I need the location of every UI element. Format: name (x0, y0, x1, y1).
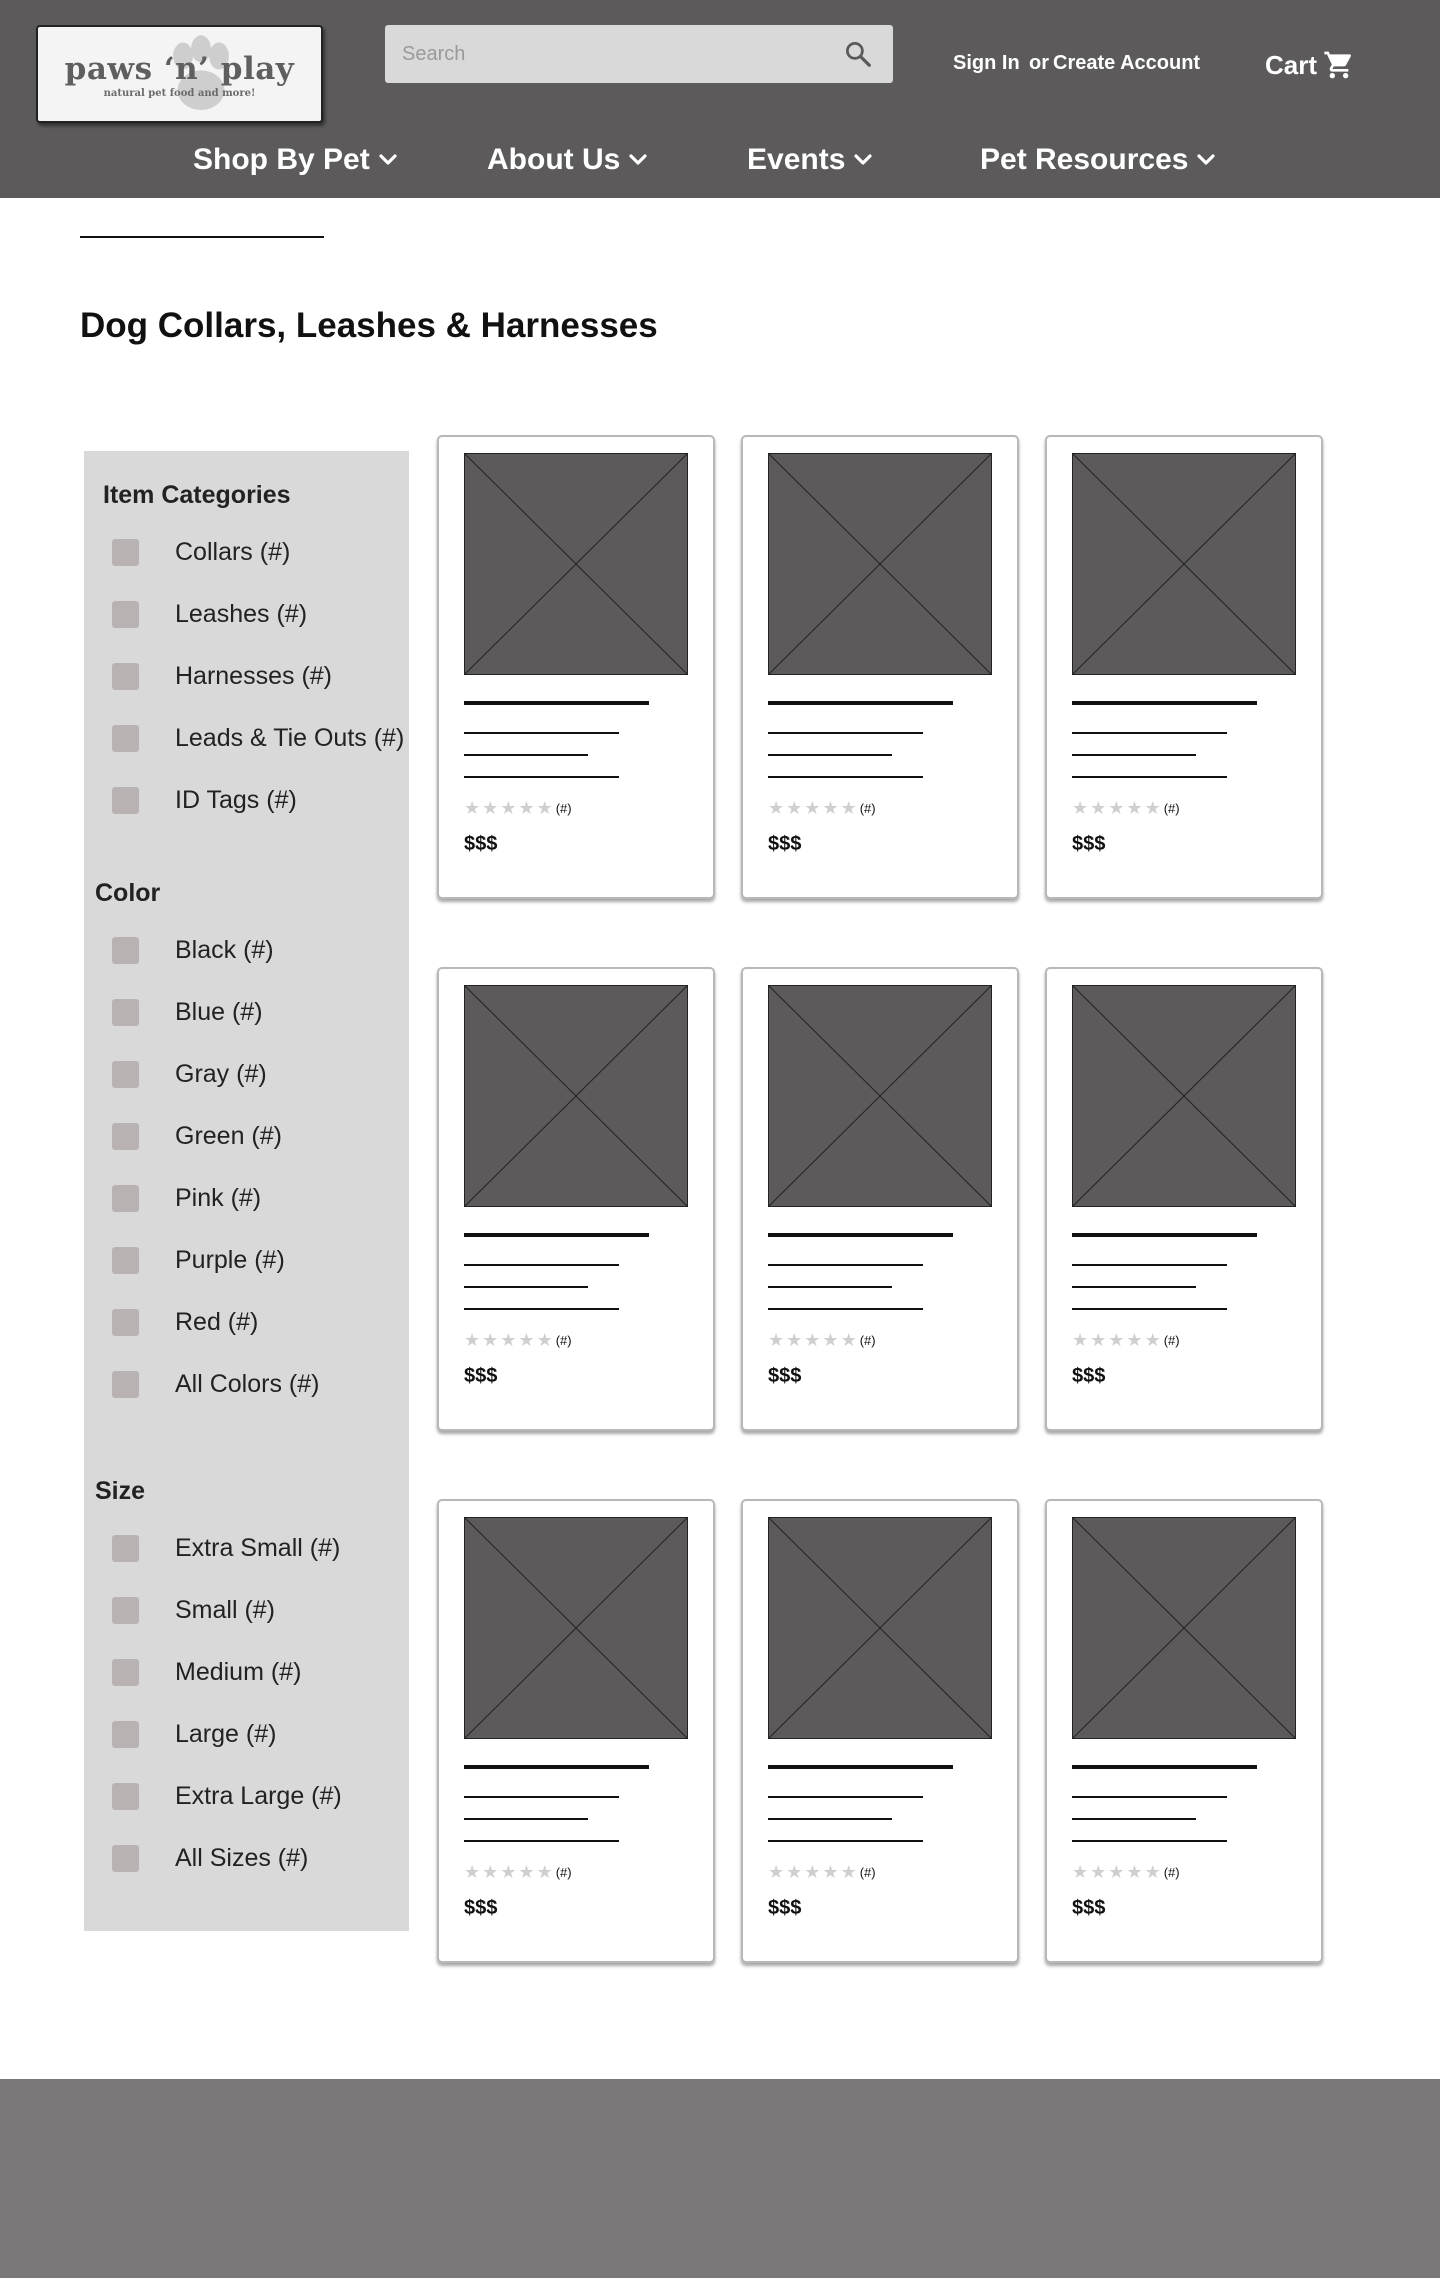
filter-option[interactable] (112, 723, 404, 753)
filter-label: All Sizes (#) (175, 1843, 309, 1872)
star-icon: ★ (518, 1330, 535, 1350)
nav-label: About Us (487, 143, 621, 176)
product-title-placeholder (1072, 1233, 1257, 1237)
filter-option[interactable] (112, 661, 332, 691)
product-price: $$$ (464, 1365, 498, 1387)
create-account-link[interactable]: Create Account (1053, 52, 1201, 74)
nav-shop-by-pet[interactable] (193, 140, 398, 180)
rating (1072, 1331, 1180, 1349)
rating-count: (#) (555, 800, 572, 816)
product-text-placeholder (1072, 1818, 1196, 1820)
product-text-placeholder (464, 1818, 588, 1820)
search-icon[interactable] (843, 39, 873, 69)
filter-label: Black (#) (175, 935, 274, 964)
product-price: $$$ (464, 1897, 498, 1919)
product-card[interactable] (741, 967, 1019, 1431)
product-card[interactable] (741, 1499, 1019, 1963)
star-icon: ★ (822, 1330, 839, 1350)
rating-count: (#) (1163, 1332, 1180, 1348)
filter-checkbox[interactable] (112, 937, 139, 964)
product-text-placeholder (768, 776, 923, 778)
star-icon: ★ (840, 798, 857, 818)
product-title-placeholder (768, 1765, 953, 1769)
rating (1072, 799, 1180, 817)
product-text-placeholder (768, 1264, 923, 1266)
filter-checkbox[interactable] (112, 1783, 139, 1810)
product-text-placeholder (464, 732, 619, 734)
filter-label: Extra Large (#) (175, 1781, 342, 1810)
rating-count: (#) (859, 800, 876, 816)
chevron-down-icon (378, 153, 398, 167)
star-icon: ★ (840, 1330, 857, 1350)
star-icon: ★ (518, 798, 535, 818)
star-icon: ★ (804, 798, 821, 818)
star-icon: ★ (1126, 1330, 1143, 1350)
star-icon: ★ (1126, 798, 1143, 818)
image-placeholder-icon (1072, 453, 1296, 675)
filter-option[interactable] (112, 1245, 285, 1275)
sign-in-link[interactable]: Sign In (953, 52, 1020, 74)
image-placeholder-icon (1072, 985, 1296, 1207)
filter-label: Extra Small (#) (175, 1533, 341, 1562)
chevron-down-icon (853, 153, 873, 167)
star-icon: ★ (804, 1862, 821, 1882)
image-placeholder-icon (768, 985, 992, 1207)
filter-option[interactable] (112, 1781, 342, 1811)
filter-section-title-color: Color (95, 879, 161, 907)
rating-count: (#) (555, 1864, 572, 1880)
rating-count: (#) (859, 1864, 876, 1880)
cart-button[interactable] (1265, 48, 1355, 82)
filter-label: Medium (#) (175, 1657, 302, 1686)
product-price: $$$ (464, 833, 498, 855)
product-card[interactable] (437, 435, 715, 899)
filter-checkbox[interactable] (112, 999, 139, 1026)
star-icon: ★ (536, 1330, 553, 1350)
star-icon: ★ (482, 1862, 499, 1882)
filter-option[interactable] (112, 599, 307, 629)
nav-about-us[interactable] (487, 140, 648, 180)
product-text-placeholder (464, 1286, 588, 1288)
product-text-placeholder (1072, 754, 1196, 756)
star-icon: ★ (500, 1862, 517, 1882)
product-title-placeholder (768, 701, 953, 705)
cart-icon (1323, 49, 1355, 81)
product-text-placeholder (1072, 1796, 1227, 1798)
filter-label: Leads & Tie Outs (#) (175, 723, 405, 752)
rating-count: (#) (859, 1332, 876, 1348)
product-card[interactable] (437, 967, 715, 1431)
cart-label: Cart (1265, 49, 1318, 80)
breadcrumb[interactable] (80, 236, 324, 238)
search-bar (385, 25, 893, 83)
filter-checkbox[interactable] (112, 1247, 139, 1274)
product-text-placeholder (768, 1286, 892, 1288)
star-icon: ★ (1090, 798, 1107, 818)
star-icon: ★ (1108, 1862, 1125, 1882)
star-icon: ★ (822, 1862, 839, 1882)
filter-checkbox[interactable] (112, 725, 139, 752)
filter-label: Gray (#) (175, 1059, 267, 1088)
filter-option[interactable] (112, 1533, 340, 1563)
site-footer (0, 2079, 1440, 2278)
rating (464, 1331, 572, 1349)
filter-label: Red (#) (175, 1307, 259, 1336)
product-text-placeholder (768, 1308, 923, 1310)
filter-option[interactable] (112, 1719, 276, 1749)
product-text-placeholder (768, 1840, 923, 1842)
product-text-placeholder (1072, 1308, 1227, 1310)
filter-checkbox[interactable] (112, 601, 139, 628)
star-icon: ★ (536, 1862, 553, 1882)
star-icon: ★ (482, 798, 499, 818)
star-icon: ★ (804, 1330, 821, 1350)
star-icon: ★ (1108, 798, 1125, 818)
filter-sidebar (84, 451, 409, 1931)
rating (1072, 1863, 1180, 1881)
star-icon: ★ (1144, 1862, 1161, 1882)
nav-pet-resources[interactable] (980, 140, 1216, 180)
star-icon: ★ (1108, 1330, 1125, 1350)
rating-count: (#) (1163, 800, 1180, 816)
star-icon: ★ (768, 1862, 785, 1882)
rating (464, 1863, 572, 1881)
product-text-placeholder (768, 1818, 892, 1820)
filter-label: Blue (#) (175, 997, 263, 1026)
nav-label: Pet Resources (980, 143, 1189, 176)
product-title-placeholder (464, 701, 649, 705)
nav-label: Events (747, 143, 846, 176)
product-card[interactable] (437, 1499, 715, 1963)
logo[interactable] (36, 25, 323, 123)
star-icon: ★ (768, 1330, 785, 1350)
product-card[interactable] (1045, 967, 1323, 1431)
product-price: $$$ (768, 833, 802, 855)
product-text-placeholder (768, 732, 923, 734)
logo-tagline: natural pet food and more! (103, 88, 256, 99)
product-text-placeholder (464, 1840, 619, 1842)
filter-checkbox[interactable] (112, 1721, 139, 1748)
star-icon: ★ (1072, 798, 1089, 818)
star-icon: ★ (518, 1862, 535, 1882)
product-price: $$$ (768, 1365, 802, 1387)
product-text-placeholder (1072, 776, 1227, 778)
filter-option[interactable] (112, 537, 290, 567)
product-price: $$$ (1072, 1897, 1106, 1919)
rating (768, 799, 876, 817)
filter-option[interactable] (112, 997, 263, 1027)
rating (768, 1863, 876, 1881)
product-price: $$$ (1072, 1365, 1106, 1387)
star-icon: ★ (1144, 1330, 1161, 1350)
filter-option[interactable] (112, 1183, 261, 1213)
star-icon: ★ (464, 1330, 481, 1350)
star-icon: ★ (1090, 1862, 1107, 1882)
filter-label: Small (#) (175, 1595, 276, 1624)
filter-option[interactable] (112, 1059, 267, 1089)
star-icon: ★ (500, 798, 517, 818)
product-text-placeholder (464, 1308, 619, 1310)
star-icon: ★ (500, 1330, 517, 1350)
filter-label: Green (#) (175, 1121, 282, 1150)
star-icon: ★ (482, 1330, 499, 1350)
filter-section-title-categories: Item Categories (103, 481, 291, 509)
filter-checkbox[interactable] (112, 787, 139, 814)
product-text-placeholder (1072, 1840, 1227, 1842)
filter-option[interactable] (112, 1369, 319, 1399)
star-icon: ★ (1144, 798, 1161, 818)
product-card[interactable] (1045, 435, 1323, 899)
or-separator: or (1029, 52, 1049, 74)
filter-label: Pink (#) (175, 1183, 262, 1212)
rating-count: (#) (555, 1332, 572, 1348)
product-text-placeholder (768, 1796, 923, 1798)
filter-checkbox[interactable] (112, 539, 139, 566)
star-icon: ★ (464, 1862, 481, 1882)
filter-label: ID Tags (#) (175, 785, 297, 814)
image-placeholder-icon (464, 985, 688, 1207)
star-icon: ★ (786, 798, 803, 818)
star-icon: ★ (786, 1330, 803, 1350)
product-text-placeholder (1072, 732, 1227, 734)
filter-checkbox[interactable] (112, 1371, 139, 1398)
product-text-placeholder (464, 776, 619, 778)
star-icon: ★ (1090, 1330, 1107, 1350)
product-text-placeholder (464, 754, 588, 756)
filter-checkbox[interactable] (112, 1845, 139, 1872)
filter-label: Large (#) (175, 1719, 277, 1748)
filter-checkbox[interactable] (112, 1597, 139, 1624)
image-placeholder-icon (464, 1517, 688, 1739)
product-text-placeholder (1072, 1286, 1196, 1288)
filter-label: Leashes (#) (175, 599, 308, 628)
filter-checkbox[interactable] (112, 1659, 139, 1686)
product-price: $$$ (1072, 833, 1106, 855)
product-card[interactable] (1045, 1499, 1323, 1963)
chevron-down-icon (628, 153, 648, 167)
filter-label: Collars (#) (175, 537, 291, 566)
filter-option[interactable] (112, 1307, 258, 1337)
product-text-placeholder (464, 1264, 619, 1266)
product-price: $$$ (768, 1897, 802, 1919)
image-placeholder-icon (1072, 1517, 1296, 1739)
star-icon: ★ (464, 798, 481, 818)
filter-checkbox[interactable] (112, 663, 139, 690)
star-icon: ★ (1126, 1862, 1143, 1882)
filter-option[interactable] (112, 935, 274, 965)
product-title-placeholder (768, 1233, 953, 1237)
rating (768, 1331, 876, 1349)
filter-option[interactable] (112, 1121, 282, 1151)
logo-title: paws ‘n’ play (64, 51, 295, 87)
product-card[interactable] (741, 435, 1019, 899)
image-placeholder-icon (768, 1517, 992, 1739)
image-placeholder-icon (464, 453, 688, 675)
filter-option[interactable] (112, 785, 297, 815)
product-title-placeholder (464, 1233, 649, 1237)
filter-label: All Colors (#) (175, 1369, 320, 1398)
nav-events[interactable] (747, 140, 873, 180)
search-input[interactable] (385, 25, 825, 83)
chevron-down-icon (1196, 153, 1216, 167)
rating-count: (#) (1163, 1864, 1180, 1880)
star-icon: ★ (1072, 1862, 1089, 1882)
product-text-placeholder (768, 754, 892, 756)
product-text-placeholder (1072, 1264, 1227, 1266)
star-icon: ★ (840, 1862, 857, 1882)
filter-checkbox[interactable] (112, 1535, 139, 1562)
filter-option[interactable] (112, 1843, 308, 1873)
filter-label: Harnesses (#) (175, 661, 332, 690)
site-header (0, 0, 1440, 198)
star-icon: ★ (822, 798, 839, 818)
image-placeholder-icon (768, 453, 992, 675)
star-icon: ★ (768, 798, 785, 818)
star-icon: ★ (536, 798, 553, 818)
filter-section-title-size: Size (95, 1477, 146, 1505)
page-title: Dog Collars, Leashes & Harnesses (80, 306, 658, 345)
filter-checkbox[interactable] (112, 1123, 139, 1150)
filter-checkbox[interactable] (112, 1061, 139, 1088)
filter-checkbox[interactable] (112, 1309, 139, 1336)
product-title-placeholder (464, 1765, 649, 1769)
star-icon: ★ (1072, 1330, 1089, 1350)
rating (464, 799, 572, 817)
filter-label: Purple (#) (175, 1245, 285, 1274)
filter-option[interactable] (112, 1595, 275, 1625)
product-title-placeholder (1072, 701, 1257, 705)
product-text-placeholder (464, 1796, 619, 1798)
filter-option[interactable] (112, 1657, 301, 1687)
product-title-placeholder (1072, 1765, 1257, 1769)
star-icon: ★ (786, 1862, 803, 1882)
filter-checkbox[interactable] (112, 1185, 139, 1212)
nav-label: Shop By Pet (193, 143, 370, 176)
